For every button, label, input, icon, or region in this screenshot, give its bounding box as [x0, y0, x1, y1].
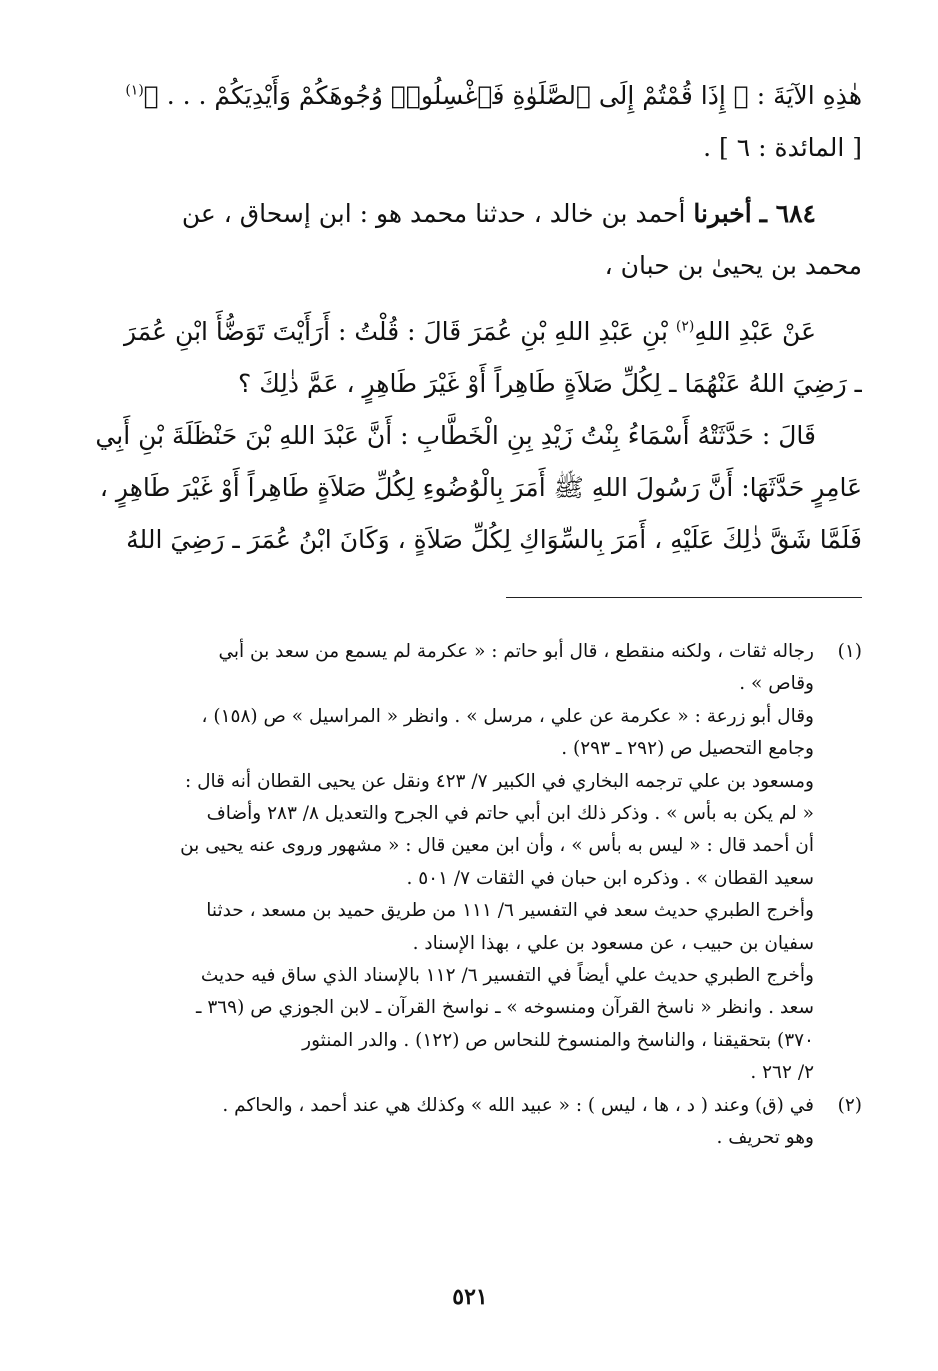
footnote-2	[78, 1090, 862, 1155]
page-number: ٥٢١	[452, 1284, 488, 1310]
hadith-intro: أخبرنا	[693, 199, 752, 228]
hadith-text-line-2: ـ رَضِيَ اللهُ عَنْهُمَا ـ لِكُلِّ صَلاَةٍ طَاهِراً أَوْ غَيْرَ طَاهِرٍ ، عَمَّ ذٰلِكَ ؟	[237, 369, 862, 398]
footnote-line: أن أحمد قال : « ليس به بأس » ، وأن ابن معين قال : « مشهور وروى عنه يحيى بن	[180, 835, 814, 857]
footnote-line: رجاله ثقات ، ولكنه منقطع ، قال أبو حاتم : « عكرمة لم يسمع من سعد بن أبي	[218, 641, 814, 662]
footnote-line: « لم يكن به بأس » . وذكر ذلك ابن أبي حاتم في الجرح والتعديل ٨/ ٢٨٣ وأضاف	[206, 803, 814, 825]
book-page	[78, 70, 862, 1350]
footnote-line: وهو تحريف .	[716, 1127, 814, 1149]
verse-line	[78, 70, 862, 122]
hadith-chain-line-1	[78, 188, 862, 240]
footnote-line: وجامع التحصيل ص (٢٩٢ ـ ٢٩٣) .	[561, 738, 814, 760]
footnote-line: سعد . وانظر « ناسخ القرآن ومنسوخه » ـ نواسخ القرآن ـ لابن الجوزي ص (٣٦٩ ـ	[196, 997, 814, 1019]
footnote-2-body	[78, 1090, 814, 1155]
hadith-footnote-ref: (٢)	[675, 318, 695, 335]
verse-text: إِذَا قُمْتُمْ إِلَى ٱلصَّلَوٰةِ فَٱغْسِلُوا۟ وُجُوهَكُمْ وَأَيْدِيَكُمْ . . .	[158, 81, 734, 110]
verse-close-bracket: ﴾	[143, 81, 159, 110]
footnote-line: في (ق) وعند ( د ، ها ، ليس ) : « عبيد الله » وكذلك هي عند أحمد ، والحاكم .	[222, 1094, 814, 1116]
footnote-1-number: (١)	[837, 641, 862, 662]
hadith-text-1a: عَنْ عَبْدِ اللهِ	[694, 317, 816, 346]
hadith-text-1b: بْنِ عَبْدِ اللهِ بْنِ عُمَرَ قَالَ : قُلْتُ : أَرَأَيْتَ تَوَضُّأَ ابْنِ عُمَرَ	[123, 317, 676, 346]
footnote-line: وأخرج الطبري حديث علي أيضاً في التفسير ٦/ ١١٢ بالإسناد الذي ساق فيه حديث	[200, 965, 814, 987]
footnotes	[78, 636, 862, 1155]
hadith-chain-1: أحمد بن خالد ، حدثنا محمد هو : ابن إسحاق ، عن	[181, 199, 694, 228]
footnote-line: ٢/ ٢٦٢ .	[750, 1062, 814, 1084]
main-text	[78, 70, 862, 566]
hadith-text-line-5: فَلَمَّا شَقَّ ذٰلِكَ عَلَيْهِ ، أَمَرَ بِالسِّوَاكِ لِكُلِّ صَلاَةٍ ، وَكَانَ ابْنُ عُمَرَ ـ رَضِيَ اللهُ	[126, 525, 862, 554]
footnote-line: وقال أبو زرعة : « عكرمة عن علي ، مرسل » . وانظر « المراسيل » ص (١٥٨) ،	[201, 705, 814, 727]
hadith-text-line-1	[78, 306, 862, 358]
hadith-chain-line-2: محمد بن يحيىٰ بن حبان ،	[604, 251, 862, 280]
hadith-text-line-4: عَامِرٍ حَدَّثَهَا: أَنَّ رَسُولَ اللهِ ﷺ أَمَرَ بِالْوُضُوءِ لِكُلِّ صَلاَةٍ طَاهِراً أَوْ غَيْرَ طَاهِرٍ ،	[99, 473, 862, 502]
footnote-divider	[506, 597, 862, 598]
verse-prefix: هٰذِهِ الآيَةَ :	[748, 81, 862, 110]
footnote-2-number: (٢)	[837, 1094, 862, 1116]
verse-footnote-ref: (١)	[125, 82, 144, 99]
footnote-line: وقاص » .	[739, 673, 814, 695]
verse-citation: [ المائدة : ٦ ] .	[703, 133, 862, 162]
footnote-1-body	[78, 636, 814, 1090]
hadith-text-line-3: قَالَ : حَدَّثَتْهُ أَسْمَاءُ بِنْتُ زَيْدِ بِنِ الْخَطَّابِ : أَنَّ عَبْدَ اللهِ بْنَ حَنْظَلَةَ بْنِ أَبِي	[95, 421, 816, 450]
footnote-line: سعيد القطان » . وذكره ابن حبان في الثقات ٧/ ٥٠١ .	[406, 867, 814, 889]
hadith-number: ٦٨٤ ـ	[759, 199, 816, 228]
footnote-1	[78, 636, 862, 1090]
footnote-line: سفيان بن حبيب ، عن مسعود بن علي ، بهذا الإسناد .	[412, 932, 814, 954]
footnote-line: ومسعود بن علي ترجمه البخاري في الكبير ٧/ ٤٢٣ ونقل عن يحيى القطان أنه قال :	[184, 770, 814, 792]
verse-open-bracket: ﴿	[733, 81, 749, 110]
footnote-line: وأخرج الطبري حديث سعد في التفسير ٦/ ١١١ من طريق حميد بن مسعد ، حدثنا	[206, 900, 814, 922]
footnote-line: ٣٧٠) بتحقيقنا ، والناسخ والمنسوخ للنحاس ص (١٢٢) . والدر المنثور	[302, 1029, 814, 1051]
